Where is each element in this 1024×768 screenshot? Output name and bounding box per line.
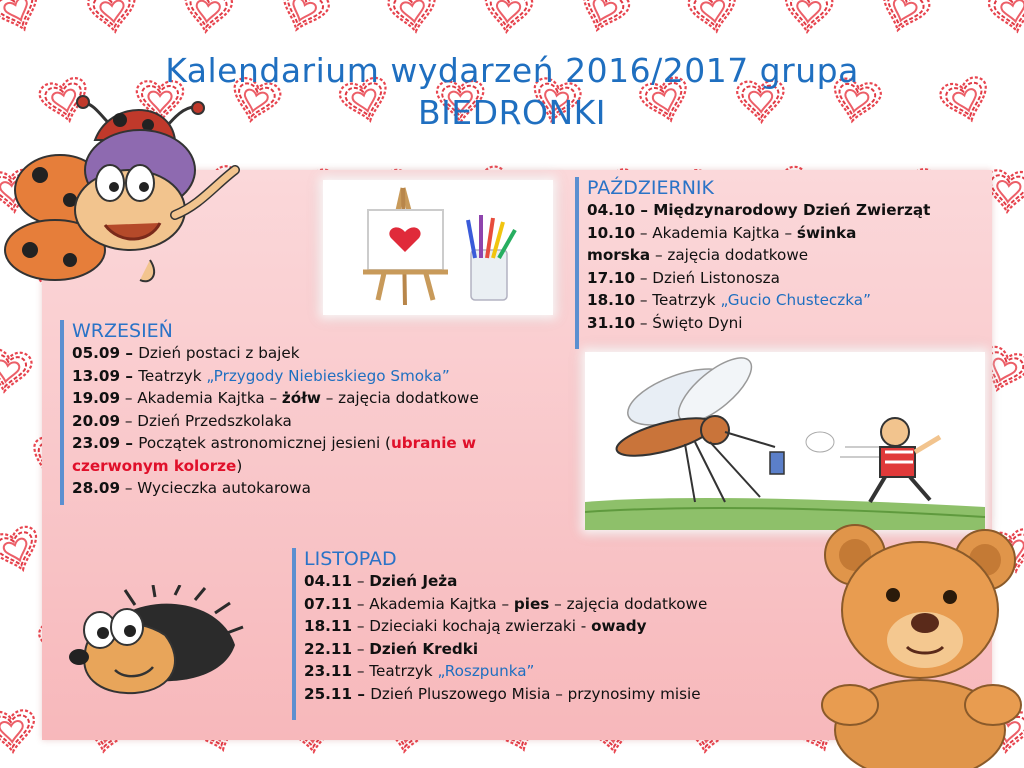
event-line: 13.09 – Teatrzyk „Przygody Niebieskiego Smoka” — [72, 366, 450, 385]
section-heading: PAŹDZIERNIK — [587, 177, 714, 199]
easel-icon — [323, 180, 553, 315]
heart-scribble-icon — [0, 710, 36, 754]
heart-scribble-icon — [0, 0, 46, 37]
event-line: 25.11 – Dzień Pluszowego Misia – przynosimy misie — [304, 684, 701, 703]
event-line: 17.10 – Dzień Listonosza — [587, 268, 780, 287]
event-line: 04.11 – Dzień Jeża — [304, 572, 458, 590]
event-line-continued: morska – zajęcia dodatkowe — [587, 246, 809, 264]
event-line: 23.11 – Teatrzyk „Roszpunka” — [304, 662, 535, 680]
section-wrzesien — [60, 320, 479, 500]
section-pazdziernik — [575, 177, 930, 334]
section-heading: WRZESIEŃ — [72, 320, 173, 342]
event-line-continued: czerwonym kolorze) — [72, 456, 243, 475]
title-line-1: Kalendarium wydarzeń 2016/2017 grupa — [165, 51, 859, 90]
easel-picture-frame — [323, 180, 553, 315]
section-bar — [575, 177, 579, 349]
section-bar — [60, 320, 64, 505]
heart-scribble-icon — [687, 0, 739, 35]
event-line: 31.10 – Święto Dyni — [587, 313, 743, 332]
heart-scribble-icon — [483, 0, 533, 34]
heart-scribble-icon — [784, 0, 833, 34]
section-heading: LISTOPAD — [304, 548, 397, 570]
event-line: 05.09 – Dzień postaci z bajek — [72, 344, 300, 362]
heart-scribble-icon — [387, 0, 439, 35]
event-line: 10.10 – Akademia Kajtka – świnka — [587, 223, 857, 242]
section-bar — [292, 548, 296, 720]
heart-scribble-icon — [0, 524, 45, 577]
mosquito-picture-frame — [585, 352, 985, 530]
event-line: 23.09 – Początek astronomicznej jesieni (ubranie w — [72, 434, 477, 452]
event-line: 07.11 – Akademia Kajtka – pies – zajęcia dodatkowe — [304, 594, 708, 613]
event-line: 04.10 – Międzynarodowy Dzień Zwierząt — [587, 201, 931, 219]
event-line: 18.11 – Dzieciaki kochają zwierzaki - owady — [304, 617, 647, 635]
teddy-bear-icon — [815, 515, 1024, 768]
section-listopad — [292, 548, 707, 705]
heart-scribble-icon — [183, 0, 233, 34]
event-line: 28.09 – Wycieczka autokarowa — [72, 479, 311, 497]
heart-scribble-icon — [0, 348, 33, 395]
heart-scribble-icon — [987, 0, 1024, 35]
event-line: 19.09 – Akademia Kajtka – żółw – zajęcia dodatkowe — [72, 389, 479, 407]
mosquito-scene-icon — [585, 352, 985, 530]
event-line: 20.09 – Dzień Przedszkolaka — [72, 411, 292, 430]
heart-scribble-icon — [575, 0, 632, 37]
ladybug-icon — [0, 95, 250, 290]
event-line: 22.11 – Dzień Kredki — [304, 639, 479, 658]
title-line-2: BIEDRONKI — [417, 93, 607, 132]
heart-scribble-icon — [274, 0, 331, 37]
event-line: 18.10 – Teatrzyk „Gucio Chusteczka” — [587, 291, 871, 309]
heart-scribble-icon — [87, 0, 138, 35]
heart-scribble-icon — [876, 0, 932, 37]
hedgehog-icon — [65, 585, 245, 705]
